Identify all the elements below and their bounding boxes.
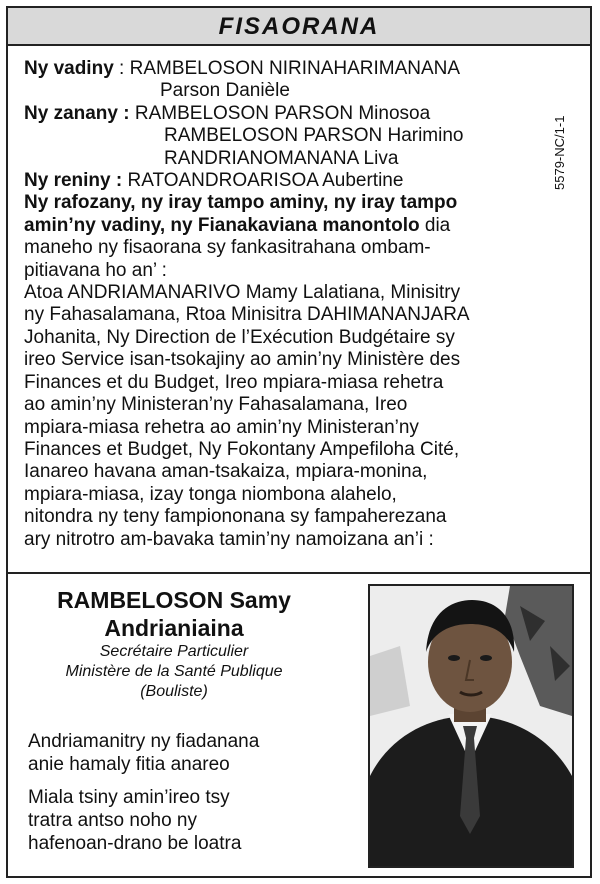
children-line	[24, 103, 584, 125]
body-line-5: Atoa ANDRIAMANARIVO Mamy Lalatiana, Minisitry	[24, 282, 461, 304]
portrait-photo	[368, 584, 574, 868]
apology-line-2: tratra antso noho ny	[28, 810, 197, 831]
notice-body	[24, 58, 584, 551]
deceased-title-1: Secrétaire Particulier	[99, 643, 249, 660]
family-bold-line-1: Ny rafozany, ny iray tampo aminy, ny iray tampo	[24, 192, 458, 214]
body-line-4: pitiavana ho an’ :	[24, 259, 167, 281]
child-name-3: RANDRIANOMANANA Liva	[164, 147, 399, 169]
blessing-text	[28, 730, 358, 776]
body-line-8: ireo Service isan-tsokajiny ao amin’ny Ministère des	[24, 349, 461, 371]
mother-name: RATOANDROARISOA Aubertine	[127, 170, 404, 192]
father-label: Ny vadiny	[24, 58, 114, 79]
family-bold-text: amin’ny vadiny, ny Fianakaviana manontolo	[24, 214, 420, 236]
child-name-1: RAMBELOSON PARSON Minosoa	[134, 102, 431, 124]
notice-title: FISAORANA	[218, 13, 380, 40]
portrait-illustration	[370, 586, 572, 866]
body-line-7: Johanita, Ny Direction de l’Exécution Budgétaire sy	[24, 326, 455, 348]
child-name-2: RAMBELOSON PARSON Harimino	[164, 125, 464, 147]
mother-label: Ny reniny :	[24, 170, 123, 192]
body-line-15: nitondra ny teny fampiononana sy fampaherezana	[24, 506, 447, 528]
body-line-12: Finances et Budget, Ny Fokontany Ampefiloha Cité,	[24, 438, 460, 460]
section-divider	[8, 572, 590, 574]
body-line-11: mpiara-miasa rehetra ao amin’ny Ministeran’ny	[24, 416, 419, 438]
father-separator: :	[119, 58, 125, 79]
body-line-3: maneho ny fisaorana sy fankasitrahana ombam-	[24, 237, 431, 259]
father-line	[24, 58, 584, 80]
deceased-title-3: (Bouliste)	[140, 683, 208, 700]
apology-text	[28, 786, 358, 855]
title-bar	[6, 6, 592, 46]
body-line-6: ny Fahasalamana, Rtoa Minisitra DAHIMANANJARA	[24, 304, 470, 326]
father-name-continued: Parson Danièle	[160, 80, 290, 102]
body-line-13: Ianareo havana aman-tsakaiza, mpiara-monina,	[24, 461, 428, 483]
blessing-line-1: Andriamanitry ny fiadanana	[28, 731, 260, 752]
blessing-line-2: anie hamaly fitia anareo	[28, 754, 230, 775]
body-line-10: ao amin’ny Ministeran’ny Fahasalamana, Ireo	[24, 394, 408, 416]
body-line-9: Finances et du Budget, Ireo mpiara-miasa rehetra	[24, 371, 444, 393]
deceased-name-1: RAMBELOSON Samy	[57, 587, 291, 613]
body-line-16: ary nitrotro am-bavaka tamin’ny namoizana an’i :	[24, 528, 434, 550]
deceased-title-2: Ministère de la Santé Publique	[65, 663, 283, 680]
apology-line-1: Miala tsiny amin’ireo tsy	[28, 787, 230, 808]
mother-line	[24, 170, 584, 192]
family-bold-tail: dia	[424, 214, 451, 236]
body-line-14: mpiara-miasa, izay tonga niombona alahelo,	[24, 483, 397, 505]
apology-line-3: hafenoan-drano be loatra	[28, 833, 242, 854]
father-name: RAMBELOSON NIRINAHARIMANANA	[129, 58, 461, 79]
children-label: Ny zanany :	[24, 102, 130, 124]
reference-code: 5579-NC/1-1	[552, 115, 567, 190]
family-bold-line-2	[24, 215, 584, 237]
deceased-block	[16, 586, 332, 702]
deceased-name-2: Andrianiaina	[104, 615, 244, 641]
